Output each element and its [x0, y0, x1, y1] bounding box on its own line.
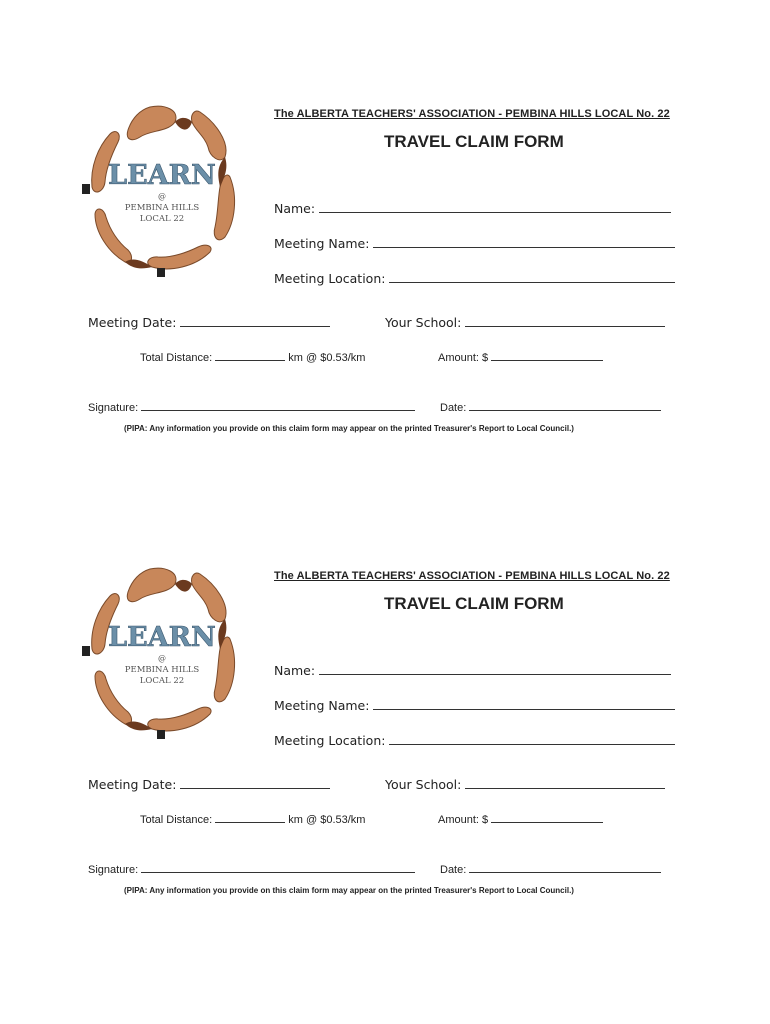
travel-claim-form-1: [0, 108, 770, 468]
meeting-date-label: Meeting Date:: [88, 777, 177, 792]
total-distance-line[interactable]: [215, 812, 285, 823]
meeting-date-label: Meeting Date:: [88, 315, 177, 330]
name-line[interactable]: [319, 200, 671, 213]
amount-label: Amount: $: [438, 814, 489, 826]
form-title: TRAVEL CLAIM FORM: [384, 132, 564, 151]
meeting-name-field[interactable]: [274, 235, 675, 251]
meeting-date-line[interactable]: [180, 776, 330, 789]
meeting-name-field[interactable]: [274, 697, 675, 713]
amount-field[interactable]: [438, 350, 603, 364]
pipa-note: (PIPA: Any information you provide on this claim form may appear on the printed Treasurer's Report to Local Council.): [124, 886, 574, 895]
meeting-location-field[interactable]: [274, 732, 675, 748]
logo-main-text: LEARN: [108, 622, 216, 653]
meeting-name-line[interactable]: [373, 697, 675, 710]
total-distance-label: Total Distance:: [140, 814, 213, 826]
learn-logo: [80, 564, 245, 739]
name-field[interactable]: [274, 662, 671, 678]
logo-line2-text: LOCAL 22: [139, 214, 185, 224]
meeting-name-label: Meeting Name:: [274, 698, 370, 713]
name-line[interactable]: [319, 662, 671, 675]
date-field[interactable]: [440, 862, 661, 876]
total-distance-label: Total Distance:: [140, 352, 213, 364]
meeting-location-field[interactable]: [274, 270, 675, 286]
rate-text: km @ $0.53/km: [288, 352, 366, 364]
meeting-name-line[interactable]: [373, 235, 675, 248]
association-header: The ALBERTA TEACHERS' ASSOCIATION - PEMBINA HILLS LOCAL No. 22: [274, 570, 670, 582]
your-school-line[interactable]: [465, 314, 665, 327]
logo-at-text: @: [158, 192, 166, 201]
meeting-name-label: Meeting Name:: [274, 236, 370, 251]
date-line[interactable]: [469, 400, 661, 411]
association-header: The ALBERTA TEACHERS' ASSOCIATION - PEMBINA HILLS LOCAL No. 22: [274, 108, 670, 120]
logo-line1-text: PEMBINA HILLS: [124, 203, 200, 213]
rate-text: km @ $0.53/km: [288, 814, 366, 826]
logo-line1-text: PEMBINA HILLS: [124, 665, 200, 675]
form-title: TRAVEL CLAIM FORM: [384, 594, 564, 613]
signature-field[interactable]: [88, 400, 415, 414]
total-distance-field[interactable]: [140, 350, 365, 364]
your-school-field[interactable]: [385, 776, 665, 792]
logo-at-text: @: [158, 654, 166, 663]
pipa-note: (PIPA: Any information you provide on this claim form may appear on the printed Treasurer's Report to Local Council.): [124, 424, 574, 433]
meeting-location-label: Meeting Location:: [274, 733, 386, 748]
date-label: Date:: [440, 864, 467, 876]
signature-field[interactable]: [88, 862, 415, 876]
your-school-field[interactable]: [385, 314, 665, 330]
logo-main-text: LEARN: [108, 160, 216, 191]
travel-claim-form-2: [0, 570, 770, 930]
your-school-label: Your School:: [385, 777, 462, 792]
amount-line[interactable]: [491, 350, 603, 361]
amount-label: Amount: $: [438, 352, 489, 364]
your-school-label: Your School:: [385, 315, 462, 330]
logo-line2-text: LOCAL 22: [139, 676, 185, 686]
signature-line[interactable]: [141, 400, 415, 411]
amount-line[interactable]: [491, 812, 603, 823]
date-label: Date:: [440, 402, 467, 414]
meeting-location-label: Meeting Location:: [274, 271, 386, 286]
date-line[interactable]: [469, 862, 661, 873]
meeting-location-line[interactable]: [389, 270, 675, 283]
signature-line[interactable]: [141, 862, 415, 873]
your-school-line[interactable]: [465, 776, 665, 789]
total-distance-field[interactable]: [140, 812, 365, 826]
meeting-date-line[interactable]: [180, 314, 330, 327]
amount-field[interactable]: [438, 812, 603, 826]
signature-label: Signature:: [88, 864, 139, 876]
name-label: Name:: [274, 663, 316, 678]
meeting-date-field[interactable]: [88, 314, 330, 330]
learn-logo: [80, 102, 245, 277]
meeting-date-field[interactable]: [88, 776, 330, 792]
name-field[interactable]: [274, 200, 671, 216]
date-field[interactable]: [440, 400, 661, 414]
meeting-location-line[interactable]: [389, 732, 675, 745]
total-distance-line[interactable]: [215, 350, 285, 361]
name-label: Name:: [274, 201, 316, 216]
signature-label: Signature:: [88, 402, 139, 414]
